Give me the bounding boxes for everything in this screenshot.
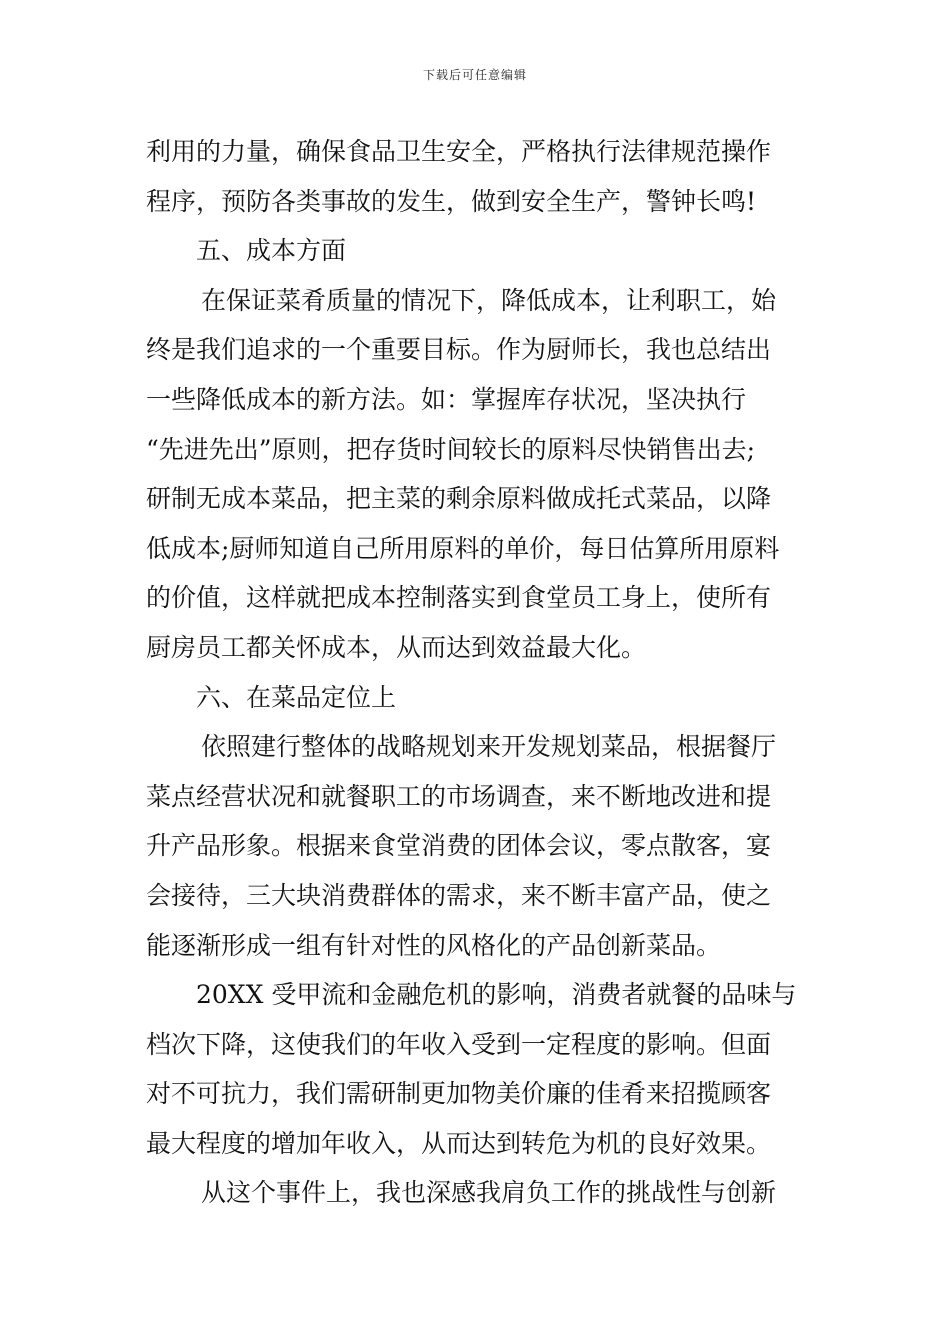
text-line: “先进先出”原则，把存货时间较长的原料尽快销售出去;: [146, 434, 755, 464]
text-line: 利用的力量，确保食品卫生安全，严格执行法律规范操作: [146, 137, 772, 166]
document-body: [146, 127, 806, 1218]
text-line: 研制无成本菜品，把主菜的剩余原料做成托式菜品，以降: [146, 484, 772, 514]
section-heading: 六、在菜品定位上: [196, 682, 397, 712]
text-line: 档次下降，这使我们的年收入受到一定程度的影响。但面: [146, 1029, 772, 1059]
text-line: 对不可抗力，我们需研制更加物美价廉的佳肴来招揽顾客: [146, 1079, 772, 1109]
text-line: 厨房员工都关怀成本，从而达到效益最大化。: [146, 632, 647, 662]
text-line: 终是我们追求的一个重要目标。作为厨师长，我也总结出: [146, 335, 772, 365]
text-line: 从这个事件上，我也深感我肩负工作的挑战性与创新: [201, 1178, 777, 1208]
text-line: 依照建行整体的战略规划来开发规划菜品，根据餐厅: [201, 732, 777, 762]
section-heading: 五、成本方面: [196, 236, 347, 266]
text-line: 菜点经营状况和就餐职工的市场调查，来不断地改进和提: [146, 781, 772, 811]
page-header: 下载后可任意编辑: [422, 68, 527, 82]
text-line: 低成本;厨师知道自己所用原料的单价，每日估算所用原料: [146, 533, 780, 563]
text-line: 最大程度的增加年收入，从而达到转危为机的良好效果。: [146, 1128, 772, 1158]
text-line: 程序，预防各类事故的发生，做到安全生产，警钟长鸣!: [146, 186, 757, 216]
text-line: 能逐渐形成一组有针对性的风格化的产品创新菜品。: [146, 930, 722, 960]
text-line: 升产品形象。根据来食堂消费的团体会议，零点散客，宴: [146, 831, 772, 861]
text-line: 一些降低成本的新方法。如：掌握库存状况，坚决执行: [146, 384, 747, 414]
text-line: 的价值，这样就把成本控制落实到食堂员工身上，使所有: [146, 583, 772, 613]
text-line: 会接待，三大块消费群体的需求，来不断丰富产品，使之: [146, 880, 772, 910]
text-line: 20XX 受甲流和金融危机的影响，消费者就餐的品味与: [196, 980, 797, 1010]
text-line: 在保证菜肴质量的情况下，降低成本，让利职工，始: [201, 285, 777, 315]
